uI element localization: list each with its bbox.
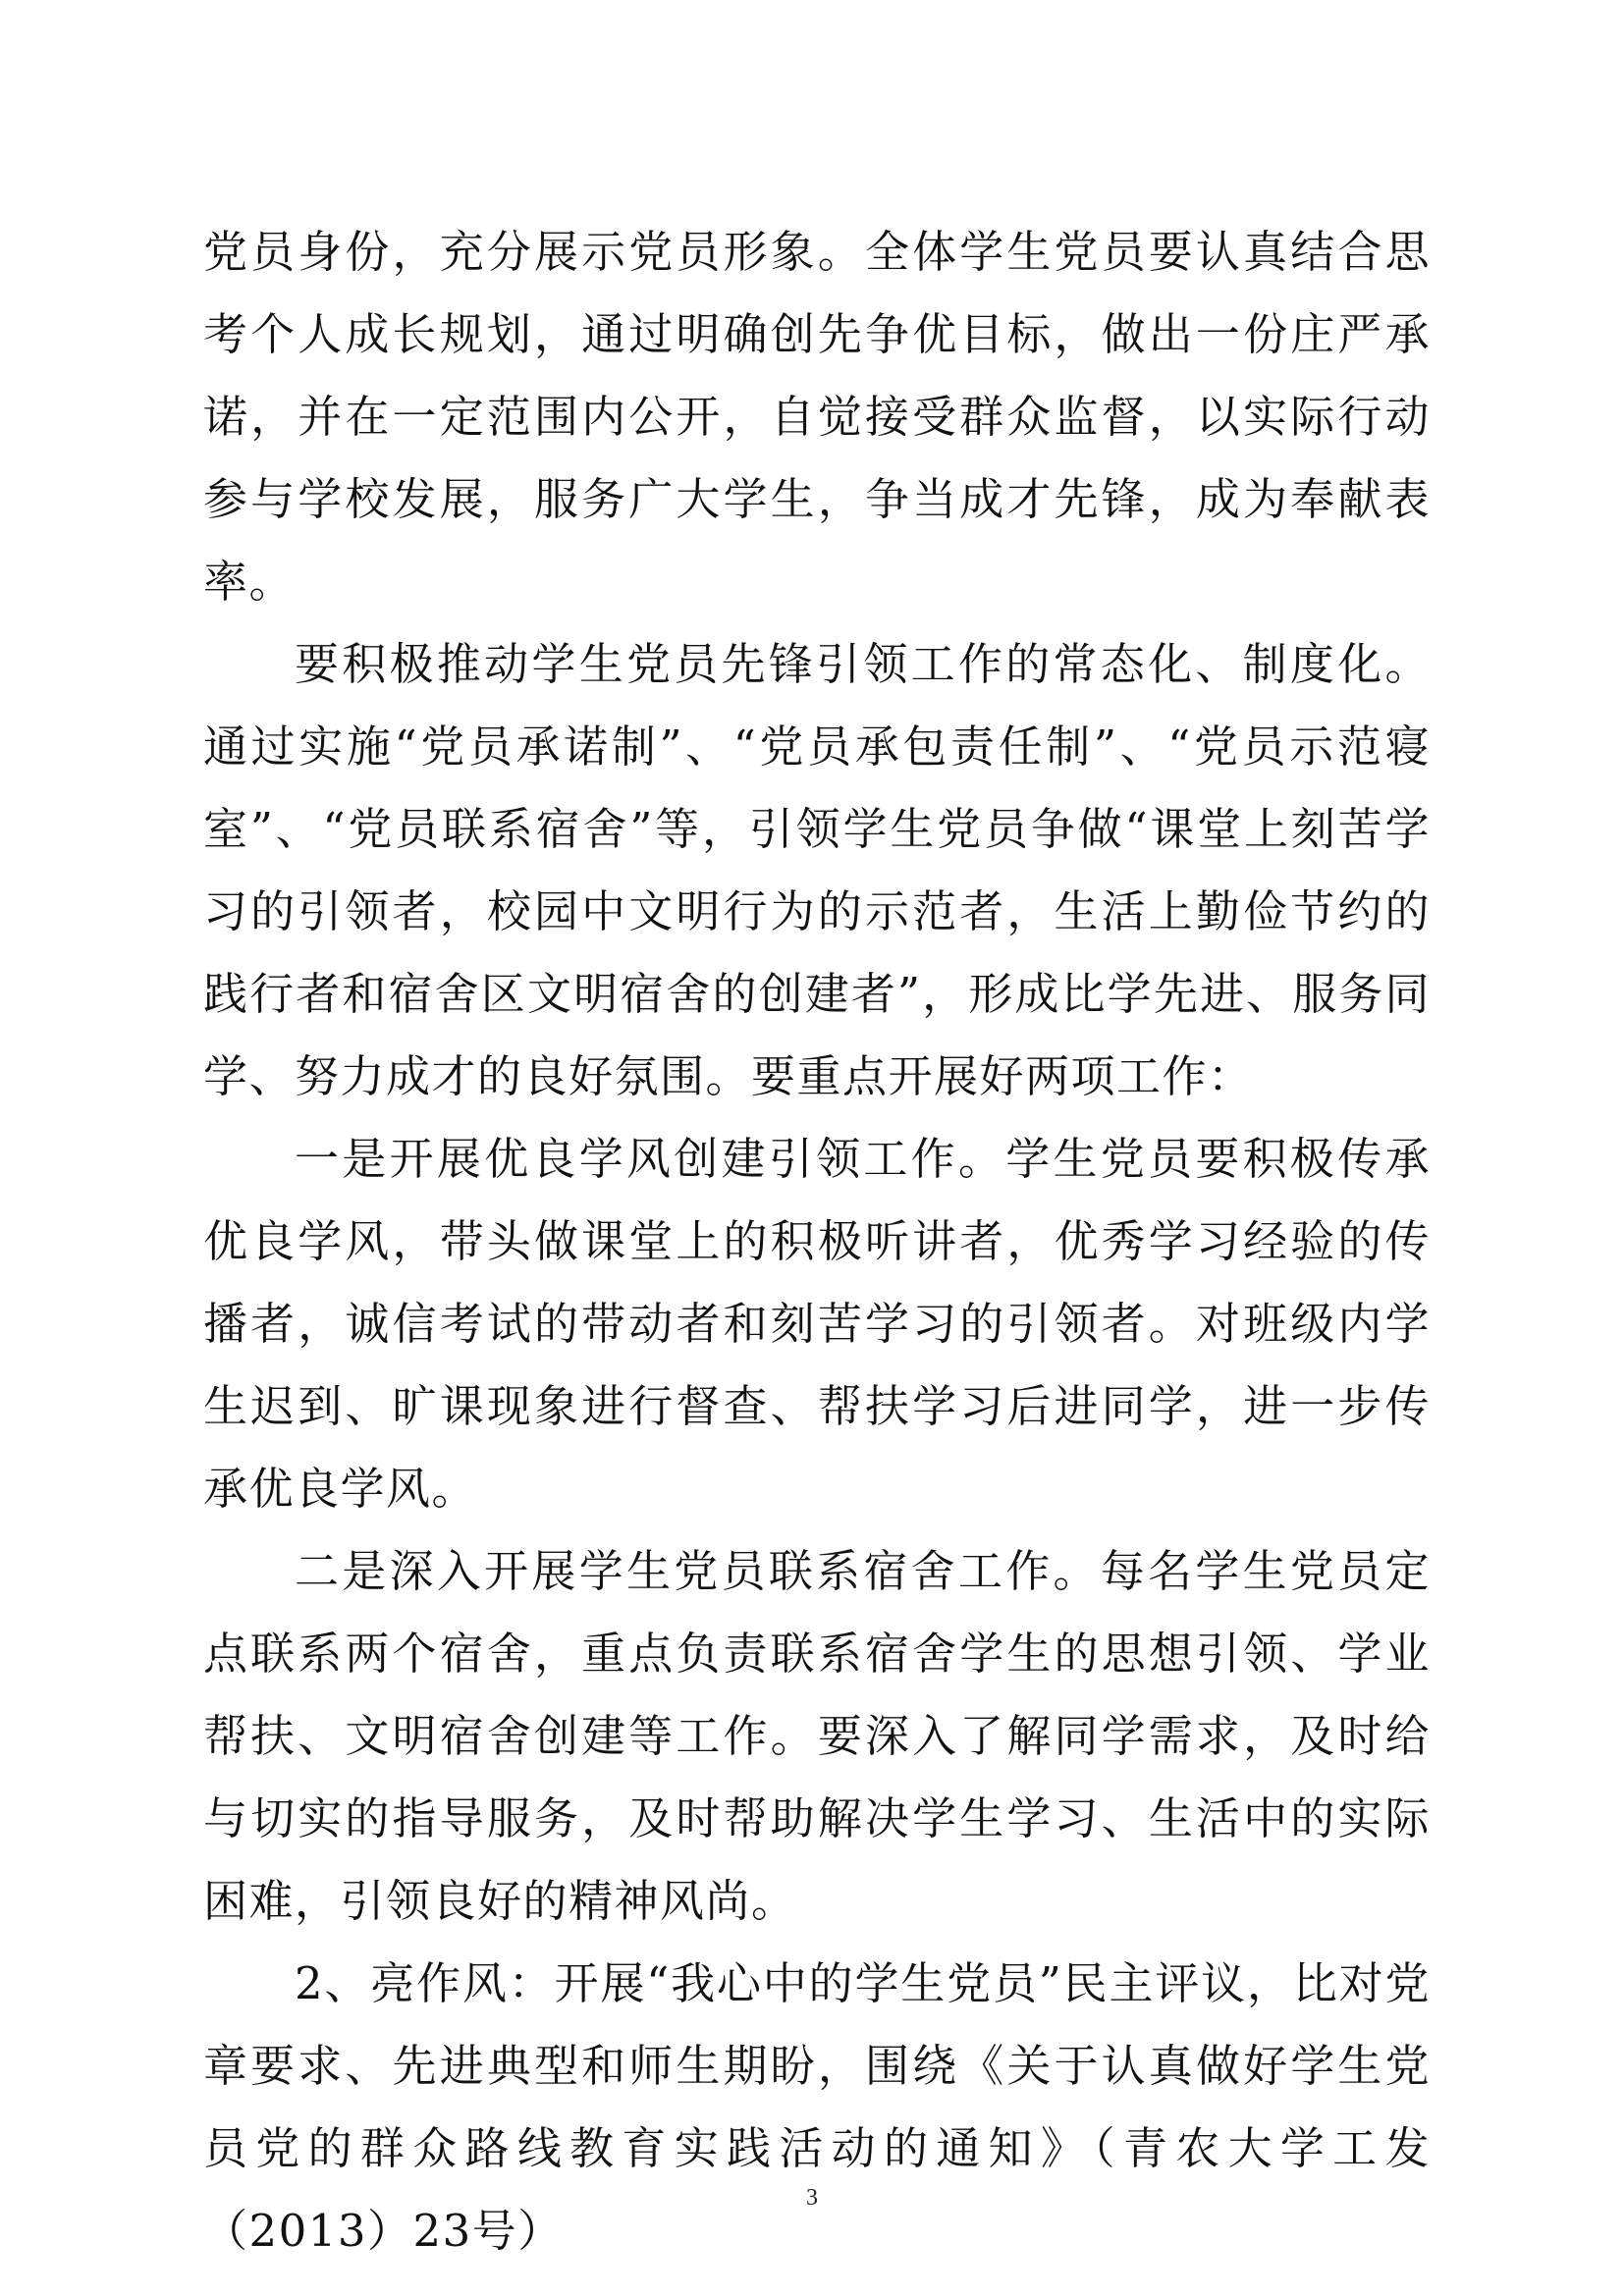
paragraph-dormitory-contact: 二是深入开展学生党员联系宿舍工作。每名学生党员定点联系两个宿舍，重点负责联系宿舍学生的思想引领、学业帮扶、文明宿舍创建等工作。要深入了解同学需求，及时给与切实的指导服务，及时帮助解决学生学习、生活中的实际困难，引领良好的精神风尚。 <box>203 1545 1431 1927</box>
paragraph-study-style: 一是开展优良学风创建引领工作。学生党员要积极传承优良学风，带头做课堂上的积极听讲者，优秀学习经验的传播者，诚信考试的带动者和刻苦学习的引领者。对班级内学生迟到、旷课现象进行督查、帮扶学习后进同学，进一步传承优良学风。 <box>203 1133 1431 1515</box>
paragraph-pioneer-work: 要积极推动学生党员先锋引领工作的常态化、制度化。通过实施“党员承诺制”、“党员承包责任制”、“党员示范寝室”、“党员联系宿舍”等，引领学生党员争做“课堂上刻苦学习的引领者，校园中文明行为的示范者，生活上勤俭节约的践行者和宿舍区文明宿舍的创建者”，形成比学先进、服务同学、努力成才的良好氛围。要重点开展好两项工作： <box>203 638 1431 1102</box>
page-number: 3 <box>806 2185 818 2211</box>
paragraph-work-style: 2、亮作风：开展“我心中的学生党员”民主评议，比对党章要求、先进典型和师生期盼，围绕《关于认真做好学生党员党的群众路线教育实践活动的通知》（青农大学工发（2013）23号） <box>203 1957 1431 2257</box>
paragraph-continuation: 党员身份，充分展示党员形象。全体学生党员要认真结合思考个人成长规划，通过明确创先争优目标，做出一份庄严承诺，并在一定范围内公开，自觉接受群众监督，以实际行动参与学校发展，服务广大学生，争当成才先锋，成为奉献表率。 <box>203 226 1431 608</box>
body-text <box>203 211 1431 2272</box>
